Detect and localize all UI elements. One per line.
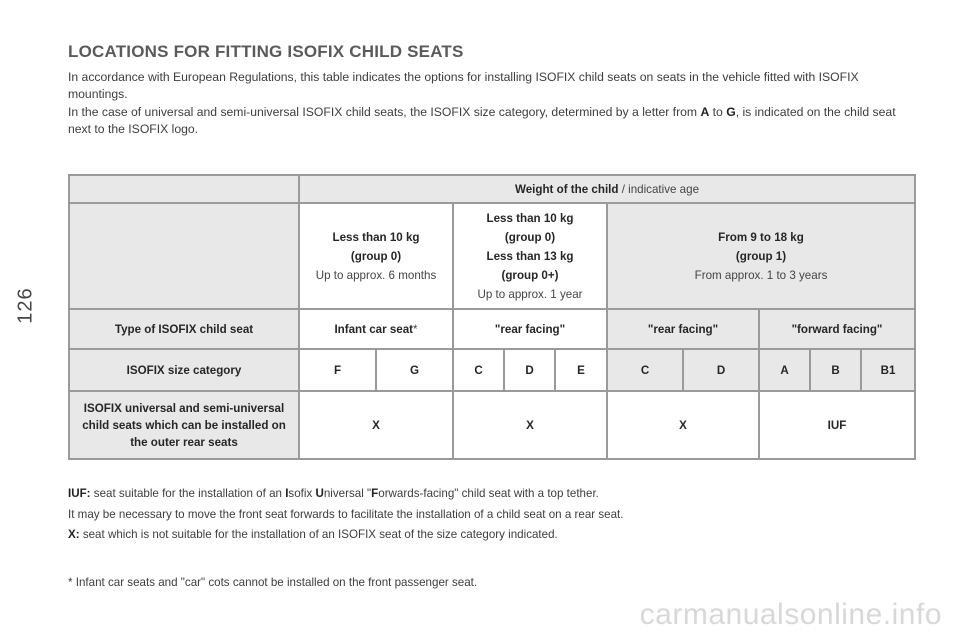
type-infant: Infant car seat [334, 322, 414, 336]
type-infant-cell [299, 309, 453, 349]
group-0-weight: Less than 10 kg [332, 230, 420, 244]
group-0plus-label-b: (group 0+) [501, 268, 559, 282]
footnote: * Infant car seats and "car" cots cannot be installed on the front passenger seat. [68, 576, 478, 589]
size-cell-d2: D [683, 349, 759, 391]
size-text-2: to [709, 105, 727, 119]
size-cell-a: A [759, 349, 810, 391]
type-row-label: Type of ISOFIX child seat [69, 309, 299, 349]
type-rear-facing-1: "rear facing" [453, 309, 607, 349]
size-cell-b1: B1 [861, 349, 915, 391]
group-1-age: From approx. 1 to 3 years [694, 268, 828, 282]
type-rear-facing-2: "rear facing" [607, 309, 759, 349]
size-category-paragraph [68, 104, 918, 138]
group-0plus-weight-a: Less than 10 kg [486, 211, 574, 225]
x-note [68, 527, 918, 543]
page-number: 126 [14, 287, 37, 324]
universal-cell-rear-group-1: X [607, 391, 759, 459]
group-0plus-cell [453, 203, 607, 309]
x-note-label: X: [68, 528, 80, 541]
size-text-3: , is indicated on the child seat next to the ISOFIX logo. [68, 105, 896, 136]
group-1-cell [607, 203, 915, 309]
group-header-blank [69, 203, 299, 309]
universal-row-label: ISOFIX universal and semi-universal child seats which can be installed on the outer rear seats [69, 391, 299, 459]
page-title: LOCATIONS FOR FITTING ISOFIX CHILD SEATS [68, 42, 464, 61]
front-seat-note: It may be necessary to move the front seat forwards to facilitate the installation of a child seat on a rear seat. [68, 508, 624, 521]
size-letter-to: G [726, 105, 736, 119]
isofix-table [68, 174, 916, 460]
x-note-text: seat which is not suitable for the installation of an ISOFIX seat of the size category indicated. [79, 528, 558, 541]
weight-header [299, 175, 915, 203]
size-cell-d: D [504, 349, 555, 391]
iuf-note-text-4: orwards-facing" child seat with a top tether. [378, 487, 599, 500]
iuf-note-letter-u: U [315, 487, 324, 500]
size-cell-b: B [810, 349, 861, 391]
iuf-note-text-3: niversal " [323, 487, 372, 500]
group-0plus-age: Up to approx. 1 year [477, 287, 583, 301]
group-0plus-weight-b: Less than 13 kg [486, 249, 574, 263]
size-cell-c2: C [607, 349, 683, 391]
size-letter-from: A [700, 105, 710, 119]
iuf-note-letter-i: I [285, 487, 289, 500]
size-cell-f: F [299, 349, 376, 391]
weight-header-bold: Weight of the child [514, 182, 619, 196]
watermark: carmanualsonline.info [639, 598, 942, 631]
size-cell-c: C [453, 349, 504, 391]
type-infant-asterisk: * [413, 322, 418, 336]
size-row-label: ISOFIX size category [69, 349, 299, 391]
iuf-note-text-2: sofix [288, 487, 316, 500]
group-0plus-label-a: (group 0) [504, 230, 556, 244]
size-cell-e: E [555, 349, 607, 391]
universal-cell-group-0plus: X [453, 391, 607, 459]
iuf-note-letter-f: F [371, 487, 379, 500]
group-0-age: Up to approx. 6 months [315, 268, 437, 282]
size-cell-g: G [376, 349, 453, 391]
group-1-weight: From 9 to 18 kg [718, 230, 804, 244]
group-0-cell [299, 203, 453, 309]
iuf-note [68, 486, 918, 502]
type-forward-facing: "forward facing" [759, 309, 915, 349]
group-0-label: (group 0) [350, 249, 402, 263]
iuf-note-text-1: seat suitable for the installation of an [90, 487, 286, 500]
iuf-note-label: IUF: [68, 487, 91, 500]
size-text-1: In the case of universal and semi-universal ISOFIX child seats, the ISOFIX size category, determined by a letter from [68, 105, 701, 119]
group-1-label: (group 1) [735, 249, 787, 263]
universal-cell-group-0: X [299, 391, 453, 459]
weight-header-blank [69, 175, 299, 203]
intro-paragraph: In accordance with European Regulations, this table indicates the options for installing ISOFIX child seats on seats in the vehicle fitted with ISOFIX mountings. [68, 70, 859, 101]
universal-cell-forward-group-1: IUF [759, 391, 915, 459]
weight-header-rest: / indicative age [618, 182, 700, 196]
